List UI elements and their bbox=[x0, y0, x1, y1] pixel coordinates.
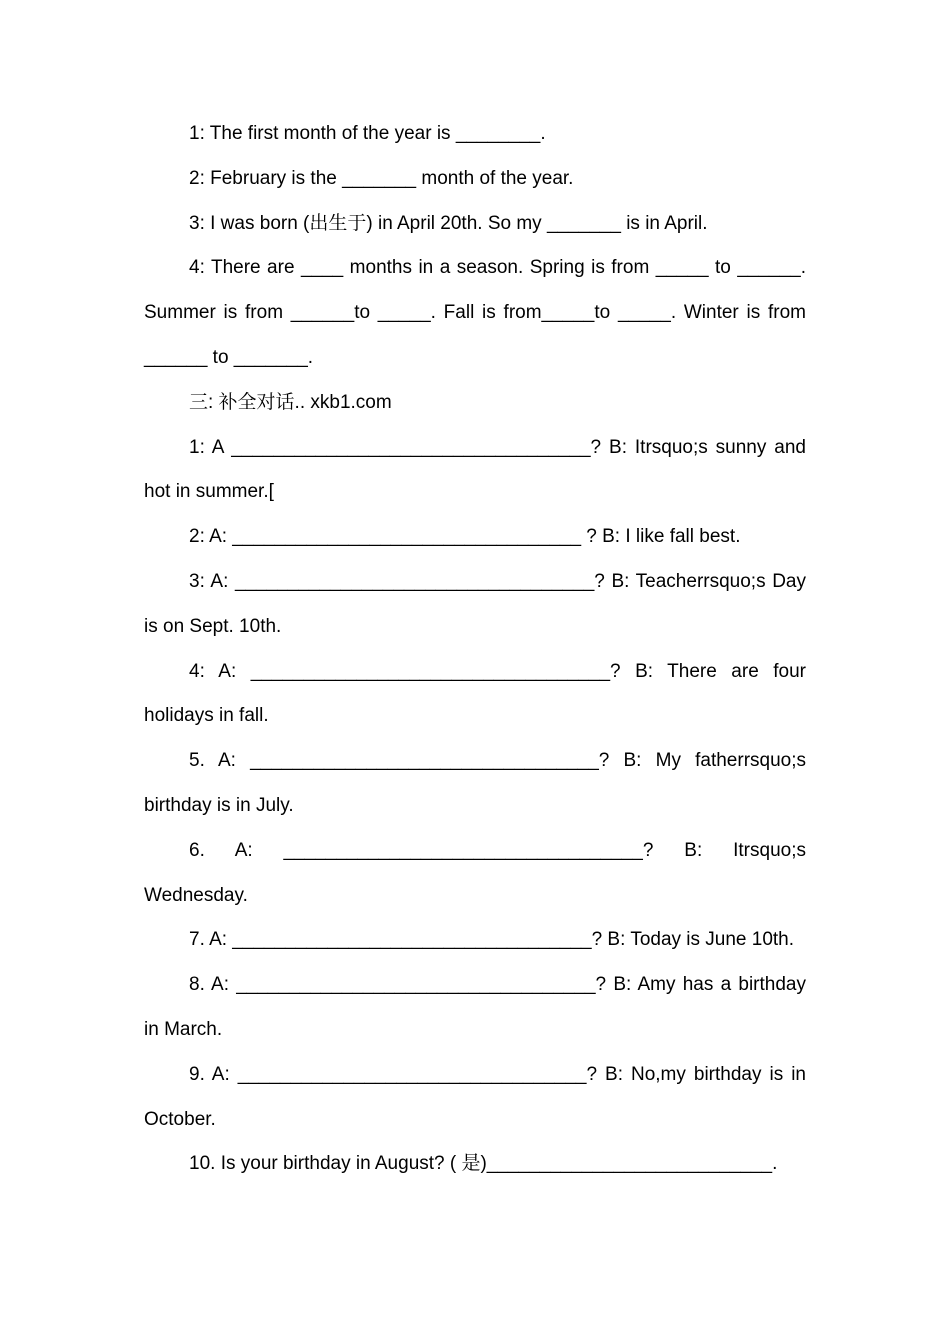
section-heading: 三: 补全对话.. xkb1.com bbox=[189, 391, 392, 413]
question-4: 4: There are ____ months in a season. Spring is from _____ to ______. Summer is from ______to _____. Fall is from_____to _____. Winter is from ______ to _______. bbox=[144, 257, 806, 368]
dialogue-item-3: 3: A: __________________________________? B: Teacherrsquo;s Day is on Sept. 10th. bbox=[144, 570, 806, 637]
document-page bbox=[144, 112, 806, 1187]
dialogue-item-10: 10. Is your birthday in August? ( 是)___________________________. bbox=[189, 1153, 778, 1175]
dialogue-item-7: 7. A: __________________________________? B: Today is June 10th. bbox=[189, 929, 795, 951]
dialogue-item-8: 8. A: __________________________________? B: Amy has a birthday in March. bbox=[144, 974, 806, 1040]
question-3: 3: I was born (出生于) in April 20th. So my _______ is in April. bbox=[189, 212, 708, 234]
dialogue-item-2: 2: A: _________________________________ ? B: I like fall best. bbox=[189, 526, 741, 548]
dialogue-item-1: 1: A __________________________________? B: Itrsquo;s sunny and hot in summer.[ bbox=[144, 436, 806, 503]
dialogue-item-4: 4: A: __________________________________? B: There are four holidays in fall. bbox=[144, 660, 806, 727]
dialogue-item-6: 6. A: __________________________________? B: Itrsquo;s Wednesday. bbox=[144, 839, 806, 906]
question-2: 2: February is the _______ month of the year. bbox=[189, 167, 574, 189]
dialogue-item-5: 5. A: _________________________________? B: My fatherrsquo;s birthday is in July. bbox=[144, 750, 806, 816]
dialogue-item-9: 9. A: _________________________________? B: No,my birthday is in October. bbox=[144, 1063, 806, 1130]
question-1: 1: The first month of the year is ________. bbox=[189, 123, 546, 144]
